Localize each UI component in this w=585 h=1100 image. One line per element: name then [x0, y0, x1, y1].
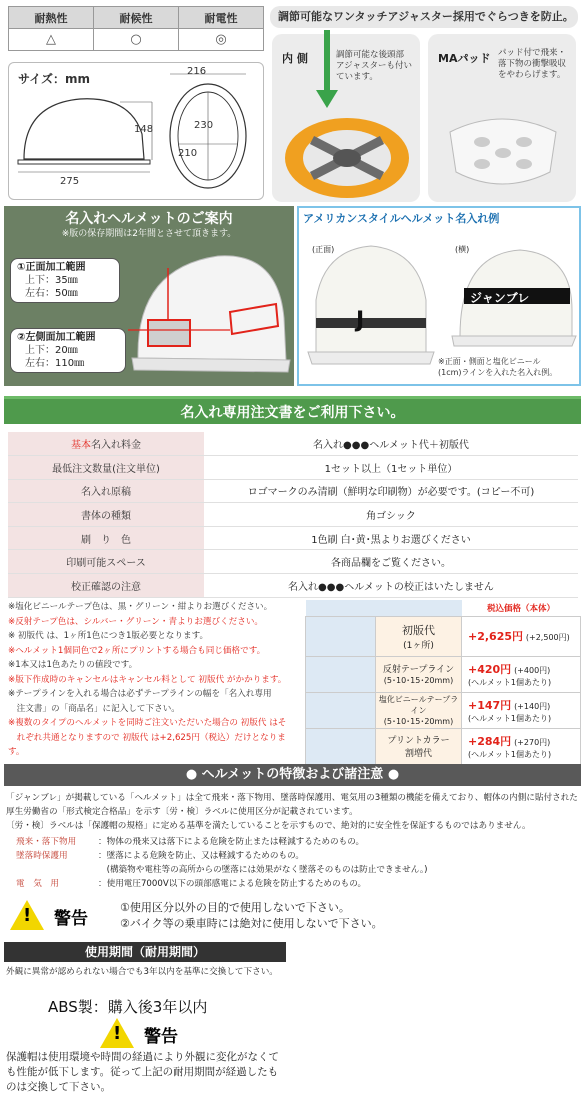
price-key-2: (1ヶ所): [403, 640, 434, 651]
price-unit: (ヘルメット1個あたり): [468, 749, 552, 759]
price-key-1: プリントカラー: [387, 736, 450, 746]
features-body: [6, 791, 582, 891]
use-type: 墜落時保護用: [16, 851, 68, 861]
spec-key: 校正確認の注意: [8, 574, 204, 598]
use-item: [16, 835, 582, 849]
warning-2: ②バイク等の乗車時には絶対に使用しないで下さい。: [120, 917, 383, 930]
front-range-label: [10, 258, 120, 303]
features-header: ● ヘルメットの特徴および諸注意 ●: [4, 764, 581, 786]
spec-value: ロゴマークのみ清刷（鮮明な印刷物）が必要です。(コピー不可): [204, 479, 578, 503]
spec-row: [8, 479, 578, 503]
dim-230: 230: [194, 120, 214, 131]
note-line: ※1本又は1色あたりの値段です。: [8, 660, 138, 670]
note-line: ※反射テープ色は、シルバー・グリーン・青よりお選びください。: [8, 616, 264, 627]
white-helmet-image: [128, 238, 292, 384]
price-value: [462, 728, 581, 764]
period-header: 使用期間（耐用期間）: [4, 942, 286, 962]
price-header: 税込価格（本体）: [486, 603, 555, 614]
property-table: [8, 6, 264, 51]
front-range-title: ①正面加工範囲: [17, 262, 86, 273]
spec-key: 刷 り 色: [8, 526, 204, 550]
price-key: [376, 616, 462, 656]
spec-key: 最低注文数量(注文単位): [8, 456, 204, 480]
front-range-height: 上下：35㎜: [25, 275, 78, 286]
prop-header: 耐候性: [94, 7, 179, 29]
spec-value: 角ゴシック: [204, 503, 578, 527]
american-note-2: (1cm)ラインを入れた名入れ例。: [438, 368, 558, 377]
down-arrow-icon: [300, 30, 360, 110]
price-base: (+270円): [514, 737, 551, 747]
spec-value: 各商品欄をご覧ください。: [204, 550, 578, 574]
use-type: 飛来・落下物用: [16, 837, 77, 847]
price-base: (+2,500円): [525, 633, 570, 642]
price-amount: +147円: [468, 698, 512, 712]
inner-title: 内 側: [282, 52, 308, 65]
warning-1: ①使用区分以外の目的で使用しないで下さい。: [120, 901, 350, 914]
inner-text: 調節可能な後頭部アジャスターも付いています。: [336, 50, 412, 82]
dim-148: 148: [134, 124, 154, 135]
warning-text: [120, 900, 383, 932]
price-key: [376, 728, 462, 764]
spec-value: 1セット以上（1セット単位）: [204, 456, 578, 480]
front-tag: (正面): [312, 245, 335, 254]
dim-275: 275: [60, 176, 80, 187]
note-line: ※版下作成時のキャンセルはキャンセル料として 初版代 がかかります。: [8, 674, 287, 685]
spec-value: 1色刷 白･黄･黒よりお選びください: [204, 526, 578, 550]
prop-header: 耐電性: [179, 7, 264, 29]
spec-key: 印刷可能スペース: [8, 550, 204, 574]
price-value: [462, 656, 581, 692]
prop-value: ○: [94, 29, 179, 51]
note-line: れぞれ共通となりますので 初版代 は+2,625円（税込）だけとなります。: [8, 732, 286, 757]
use-type: 電 気 用: [16, 879, 59, 889]
price-key: [376, 656, 462, 692]
ma-pad-image: [442, 112, 564, 192]
spec-value: 名入れ●●●ヘルメット代＋初版代: [204, 432, 578, 456]
spec-table: [8, 432, 578, 598]
front-mark: J: [356, 308, 365, 333]
spec-value: 名入れ●●●ヘルメットの校正はいたしません: [204, 574, 578, 598]
front-range-width: 左右：50㎜: [25, 288, 78, 299]
price-row: [306, 728, 581, 764]
use-desc: ：物体の飛来又は落下による危険を防止または軽減するためのもの。: [98, 837, 365, 847]
price-key-2: (5･10･15･20mm): [383, 676, 454, 685]
dimension-title: サイズ：mm: [18, 72, 91, 86]
prop-value: ◎: [179, 29, 264, 51]
use-item: [16, 863, 582, 877]
features-p1: 「ジャンブレ」が掲載している「ヘルメット」は全て飛来・落下物用、墜落時保護用、電気用の3種類の機能を備えており、帽体の内側に貼付された厚生労働省の「形式検定合格品」を示す〔労・検〕ラベルに使用区分が記載されています。: [6, 793, 578, 817]
side-mark: ジャンブレ: [470, 291, 530, 305]
price-key-1: 初版代: [402, 623, 435, 637]
american-title: アメリカンスタイルヘルメット名入れ例: [303, 212, 500, 225]
order-form-header: 名入れ専用注文書をご利用下さい。: [4, 396, 581, 424]
spec-row: [8, 432, 578, 456]
period-warning-word: 警告: [144, 1027, 178, 1047]
use-item: [16, 849, 582, 863]
guide-title: 名入れヘルメットのご案内: [65, 211, 233, 227]
price-value: [462, 692, 581, 728]
price-key-1: 反射テープライン: [382, 665, 455, 675]
price-key: [376, 692, 462, 728]
use-item: [16, 877, 582, 891]
price-base: (+140円): [514, 701, 551, 711]
spec-row: [8, 456, 578, 480]
price-base: (+400円): [514, 665, 551, 675]
price-key-2: 割増代: [404, 749, 432, 759]
spec-row: [8, 526, 578, 550]
price-amount: +284円: [468, 734, 512, 748]
price-amount: +2,625円: [468, 630, 524, 643]
note-line: ※テープラインを入れる場合は必ずテープラインの幅を「名入れ専用: [8, 689, 272, 699]
guide-subtitle: ※版の保存期間は2年間とさせて頂きます。: [61, 229, 237, 239]
spec-key: 名入れ原稿: [8, 479, 204, 503]
note-line: ※ 初版代 は、1ヶ所1色につき1版必要となります。: [8, 631, 209, 641]
side-range-title: ②左側面加工範囲: [17, 332, 96, 343]
use-desc: ：使用電圧7000V以下の頭部感電による危険を防止するためのもの。: [98, 879, 367, 889]
order-notes: [8, 600, 298, 760]
warning-word: 警告: [54, 909, 88, 929]
pad-title: MAパッド: [438, 52, 491, 65]
price-value: [462, 616, 581, 656]
use-list: [6, 835, 582, 891]
spec-row: [8, 574, 578, 598]
side-range-label: [10, 328, 126, 373]
prop-value: △: [9, 29, 94, 51]
pad-text: パッド付で飛来・落下物の衝撃吸収をやわらげます。: [498, 48, 567, 80]
prop-header: 耐熱性: [9, 7, 94, 29]
side-range-width: 左右：110㎜: [25, 358, 85, 369]
spec-key: 基本名入れ料金: [8, 432, 204, 456]
price-table: [305, 600, 581, 765]
abs-period: ABS製：購入後3年以内: [48, 998, 208, 1016]
period-text: 外観に異常が認められない場合でも3年以内を基準に交換して下さい。: [6, 967, 278, 977]
dim-210: 210: [178, 148, 198, 159]
american-note: [438, 356, 557, 378]
american-front-helmet: [304, 240, 438, 376]
features-p2: 〔労・検〕ラベルは「保護帽の規格」に定める基準を満たしていることを示すもので、絶対的に安全性を保証するものではありません。: [6, 821, 531, 831]
dim-216: 216: [187, 66, 207, 77]
price-key-1: 塩化ビニールテープライン: [378, 694, 459, 715]
price-key-2: (5･10･15･20mm): [383, 716, 454, 726]
helmet-inner-image: [282, 110, 412, 198]
spec-row: [8, 503, 578, 527]
side-tag: (横): [455, 245, 470, 254]
use-desc: ：墜落による危険を防止、又は軽減するためのもの。: [98, 851, 304, 861]
price-row: [306, 616, 581, 656]
side-range-height: 上下：20㎜: [25, 345, 78, 356]
note-line: ※複数のタイプのヘルメットを同時ご注文いただいた場合の 初版代 はそ: [8, 718, 287, 728]
price-row: [306, 656, 581, 692]
use-desc: (構築物や電柱等の高所からの墜落には効果がなく墜落そのものは防止できません。): [98, 865, 428, 875]
note-line: ※塩化ビニールテープ色は、黒・グリーン・紺よりお選びください。: [8, 602, 273, 612]
price-unit: (ヘルメット1個あたり): [468, 677, 552, 687]
note-line: ※ヘルメット1個同色で2ヶ所にプリントする場合も同じ価格です。: [8, 645, 266, 656]
period-warning-text: 保護帽は使用環境や時間の経過により外観に変化がなくても性能が低下します。従って上記の耐用期間が経過したものは交換して下さい。: [6, 1051, 279, 1093]
price-unit: (ヘルメット1個あたり): [468, 713, 552, 723]
note-line: 注文書」の「商品名」に記入して下さい。: [8, 703, 180, 714]
adjuster-headline: 調節可能なワンタッチアジャスター採用でぐらつきを防止。: [270, 6, 578, 28]
price-row: [306, 692, 581, 728]
price-amount: +420円: [468, 662, 512, 676]
spec-row: [8, 550, 578, 574]
american-note-1: ※正面・側面と塩化ビニール: [438, 357, 541, 366]
spec-key: 書体の種類: [8, 503, 204, 527]
